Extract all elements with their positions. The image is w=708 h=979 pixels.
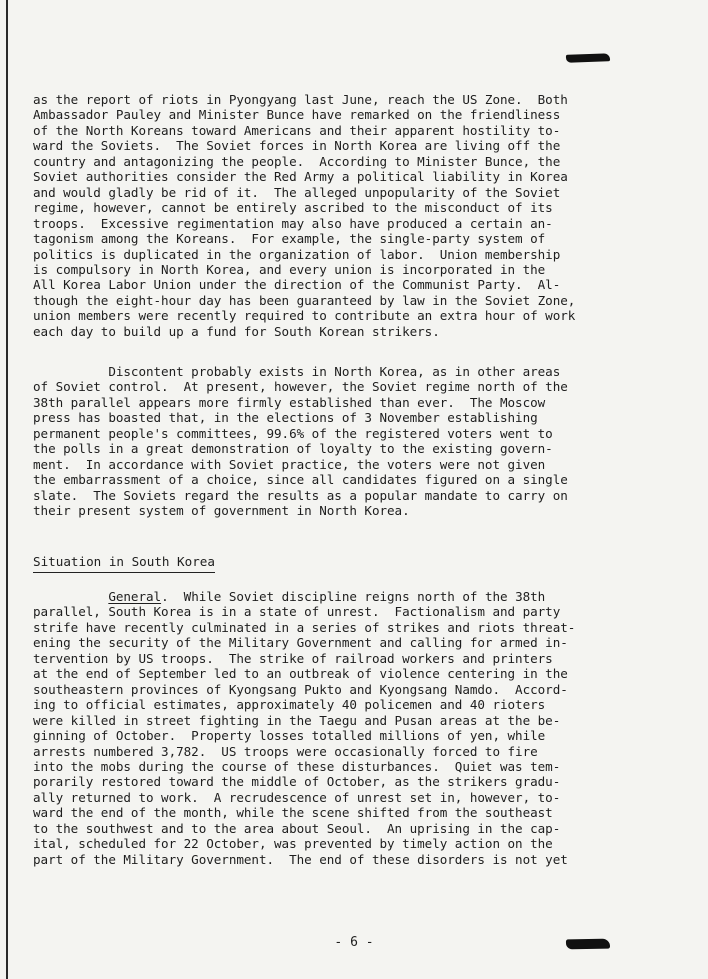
subheading-general: General bbox=[108, 589, 162, 604]
paragraph-north-korea-unpopularity: as the report of riots in Pyongyang last June, reach the US Zone. Both Ambassador Pauley and Minister Bunce have remarked on the friendliness of the North Koreans toward Americans and their apparent hostility to- ward the Soviets. The Soviet forces in North Korea are living off the country and antagonizing the people. According to Minister Bunce, the Soviet authorities consider the Red Army a political liability in Korea and would gladly be rid of it. The alleged unpopularity of the Soviet regime, however, cannot be entirely ascribed to the misconduct of its troops. Excessive regimentation may also have produced a certain an- tagonism among the Koreans. For example, the single-party system of politics is duplicated in the organization of labor. Union membership is compulsory in North Korea, and every union is incorporated in the All Korea Labor Union under the direction of the Communist Party. Al- though the eight-hour day has been guaranteed by law in the Soviet Zone, union members were recently required to contribute an extra hour of work each day to build up a fund for South Korean strikers. bbox=[33, 92, 576, 339]
section-heading: Situation in South Korea bbox=[33, 554, 215, 573]
page-left-edge bbox=[6, 0, 8, 979]
paragraph-first-line: . While Soviet discipline reigns north of the 38th bbox=[161, 589, 546, 604]
page-number: - 6 - bbox=[334, 935, 374, 950]
paragraph-body: parallel, South Korea is in a state of unrest. Factionalism and party strife have recently culminated in a series of strikes and riots threat- ening the security of the Military Government and calling for armed in- tervention by US troops. The strike of railroad workers and printers at the end of September led to an outbreak of violence centering in the southeastern provinces of Kyongsang Pukto and Kyongsang Namdo. Accord- ing to official estimates, approximately 40 policemen and 40 rioters were killed in street fighting in the Taegu and Pusan areas at the be- ginning of October. Property losses totalled millions of yen, while arrests numbered 3,782. US troops were occasionally forced to fire into the mobs during the course of these disturbances. Quiet was tem- porarily restored toward the middle of October, as the strikers gradu- ally returned to work. A recrudescence of unrest set in, however, to- ward the end of the month, while the scene shifted from the southeast to the southwest and to the area about Seoul. An uprising in the cap- ital, scheduled for 22 October, was prevented by timely action on the part of the Military Government. The end of these disorders is not yet bbox=[33, 604, 576, 867]
paragraph-soviet-control: Discontent probably exists in North Korea, as in other areas of Soviet control. At present, however, the Soviet regime north of the 38th parallel appears more firmly established than ever. The Moscow press has boasted that, in the elections of 3 November establishing permanent people's committees, 99.6% of the registered voters went to the polls in a great demonstration of loyalty to the existing govern- ment. In accordance with Soviet practice, the voters were not given the embarrassment of a choice, since all candidates figured on a single slate. The Soviets regard the results as a popular mandate to carry on their present system of government in North Korea. bbox=[33, 364, 568, 519]
paragraph-south-korea-general bbox=[33, 589, 608, 867]
redaction-mark-top bbox=[566, 53, 610, 63]
redaction-mark-bottom bbox=[566, 939, 610, 950]
paragraph-indent bbox=[33, 589, 108, 604]
